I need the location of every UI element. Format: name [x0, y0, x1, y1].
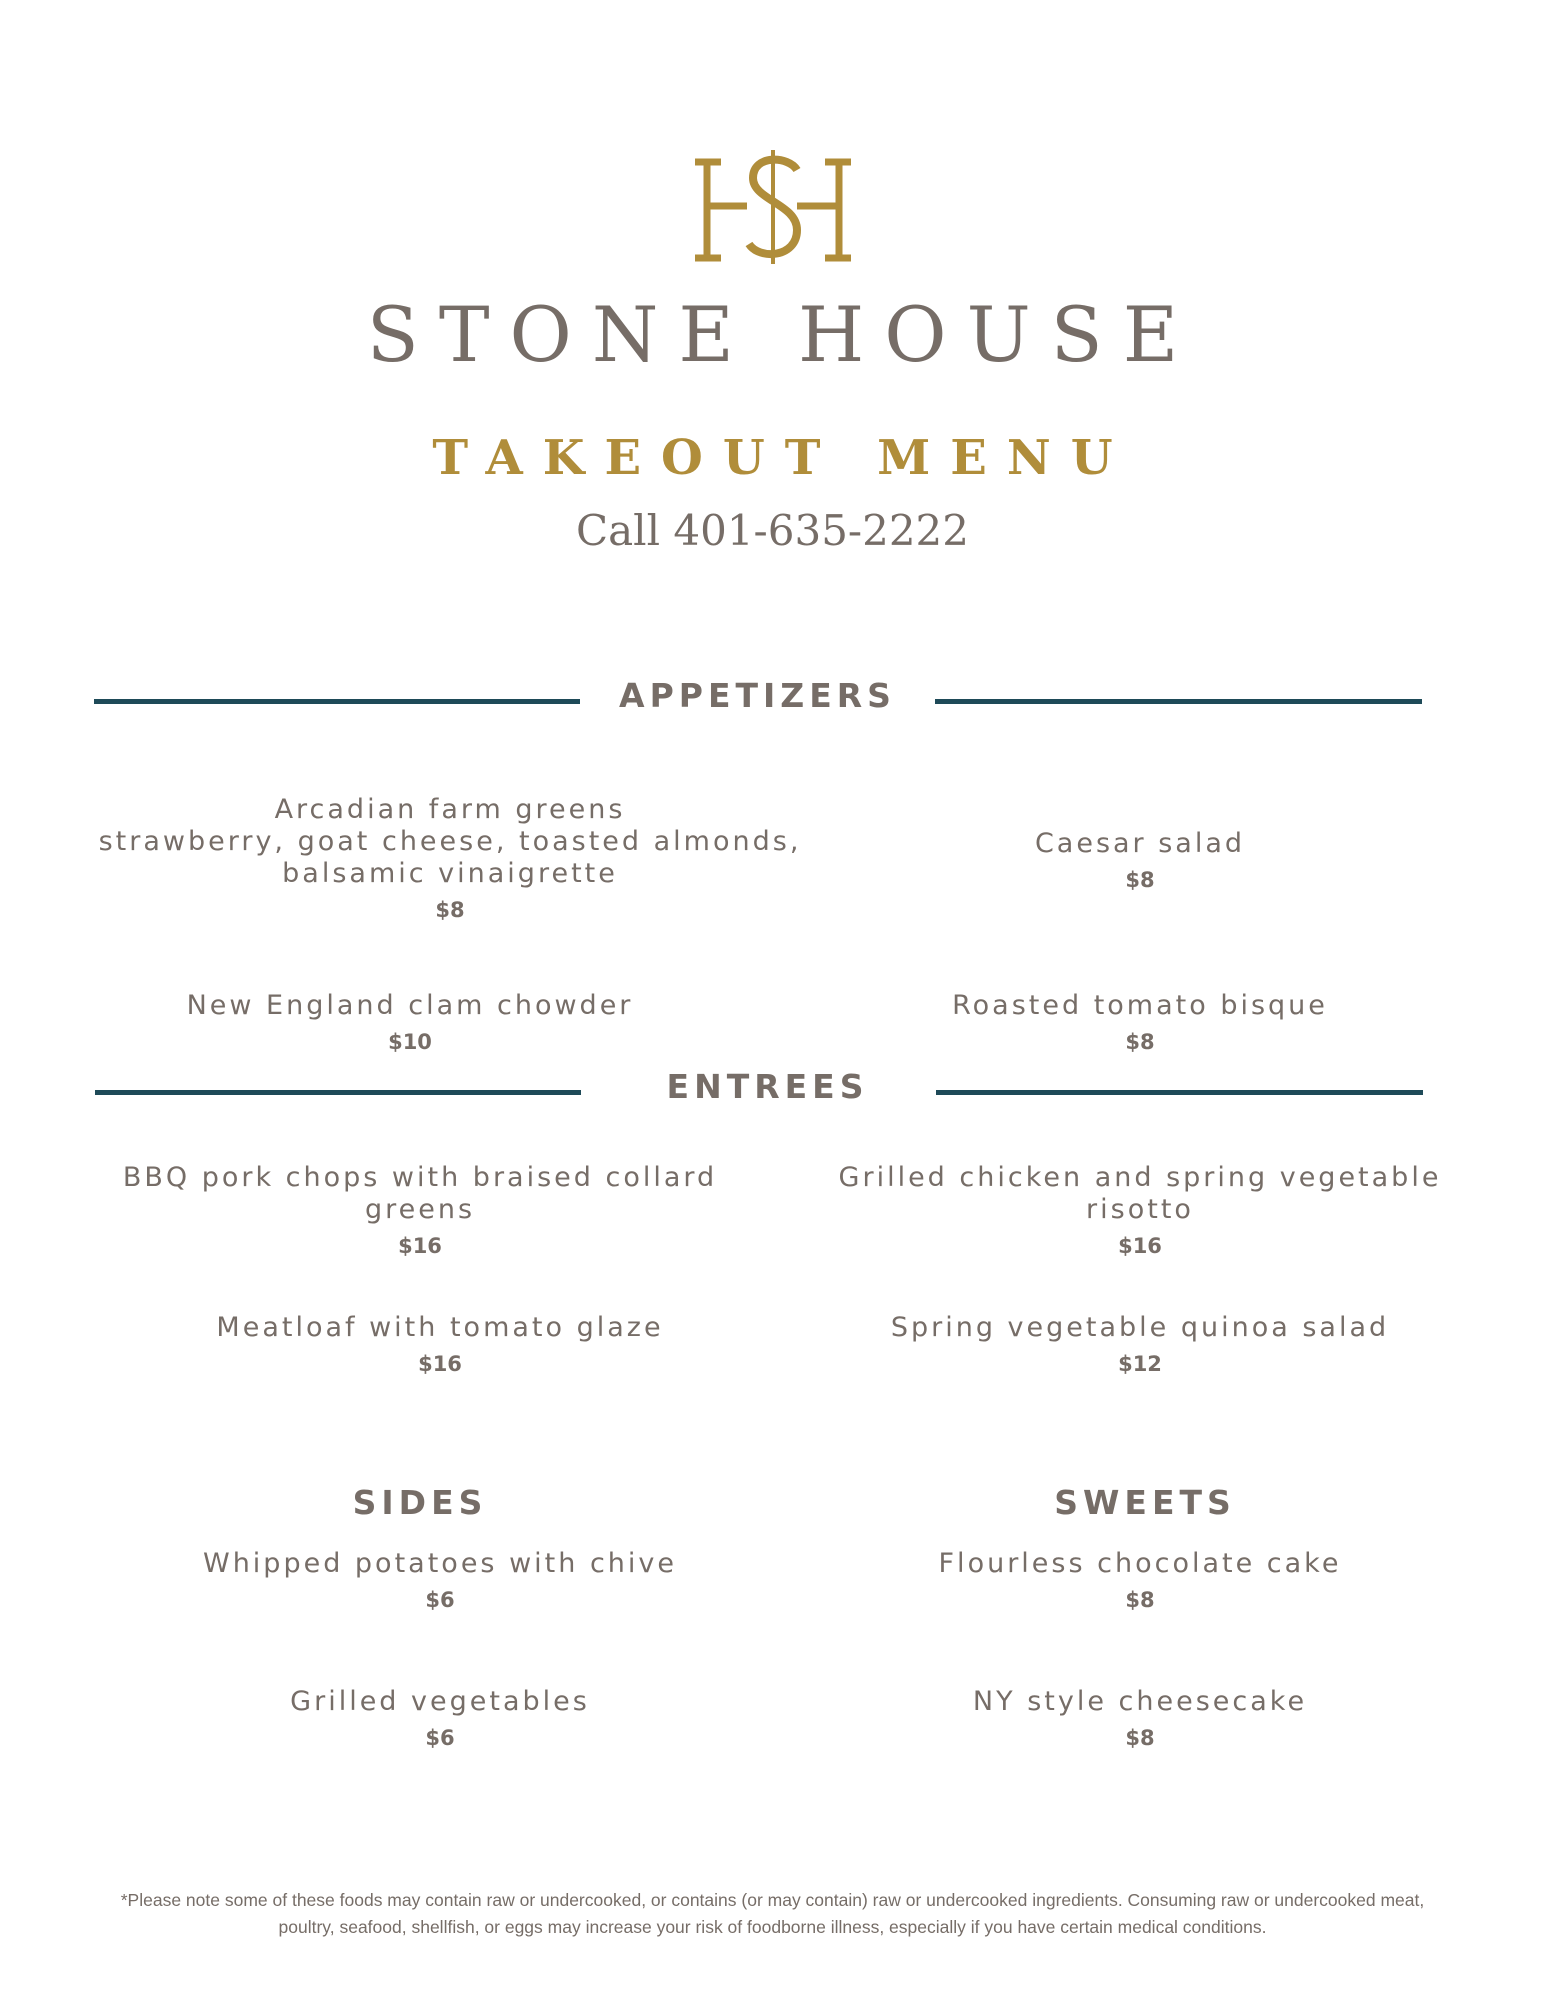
appetizers-heading: APPETIZERS: [619, 676, 896, 715]
restaurant-name: STONE HOUSE: [366, 290, 1199, 379]
item-price: $8: [1125, 1030, 1155, 1054]
entrees-rule-left: [95, 1090, 581, 1095]
item-price: $16: [418, 1352, 462, 1376]
item-price: $12: [1118, 1352, 1162, 1376]
item-price: $8: [1125, 1726, 1155, 1750]
item-name: Grilled chicken and spring vegetable risotto: [838, 1162, 1442, 1225]
item-name: Roasted tomato bisque: [952, 990, 1328, 1021]
menu-item: [860, 1548, 1420, 1612]
menu-item: [820, 1162, 1460, 1258]
menu-item: [140, 1312, 740, 1376]
menu-item: [110, 1162, 730, 1258]
appetizers-rule-right: [935, 699, 1422, 704]
item-name: Caesar salad: [1034, 828, 1246, 859]
item-price: $8: [435, 898, 465, 922]
item-name: Spring vegetable quinoa salad: [890, 1312, 1390, 1343]
menu-item: [860, 990, 1420, 1054]
allergy-disclaimer: *Please note some of these foods may contain raw or undercooked, or contains (or may contain) raw or undercooked ingredients. Consuming raw or undercooked meat, poultry, seafood, shellfish, or eggs may increase your risk of foodborne illness, especially if you have certain medical conditions.: [120, 1890, 1425, 1937]
menu-item: [860, 1312, 1420, 1376]
item-name: BBQ pork chops with braised collard greens: [122, 1162, 718, 1225]
menu-title: TAKEOUT MENU: [432, 430, 1133, 486]
item-name: New England clam chowder: [186, 990, 634, 1021]
item-name: Flourless chocolate cake: [938, 1548, 1342, 1579]
phone-number: Call 401-635-2222: [576, 506, 969, 555]
menu-item: [90, 794, 810, 922]
menu-item: [110, 990, 710, 1054]
entrees-rule-right: [936, 1090, 1423, 1095]
appetizers-rule-left: [94, 699, 580, 704]
menu-item: [860, 828, 1420, 892]
item-price: $8: [1125, 868, 1155, 892]
item-name: NY style cheesecake: [972, 1686, 1308, 1717]
item-price: $6: [425, 1726, 455, 1750]
item-price: $16: [1118, 1234, 1162, 1258]
sweets-heading: SWEETS: [1054, 1483, 1236, 1522]
item-price: $10: [388, 1030, 432, 1054]
item-name: Whipped potatoes with chive: [203, 1548, 677, 1579]
menu-item: [140, 1686, 740, 1750]
menu-item: [140, 1548, 740, 1612]
monogram-logo-icon: [693, 148, 853, 266]
item-price: $6: [425, 1588, 455, 1612]
menu-item: [860, 1686, 1420, 1750]
logo: [0, 148, 1545, 270]
item-name: Meatloaf with tomato glaze: [216, 1312, 664, 1343]
item-price: $16: [398, 1234, 442, 1258]
sides-heading: SIDES: [352, 1483, 488, 1522]
item-name: Grilled vegetables: [290, 1686, 590, 1717]
item-price: $8: [1125, 1588, 1155, 1612]
item-name: Arcadian farm greens strawberry, goat cheese, toasted almonds, balsamic vinaigrette: [98, 794, 802, 889]
entrees-heading: ENTREES: [666, 1067, 869, 1106]
